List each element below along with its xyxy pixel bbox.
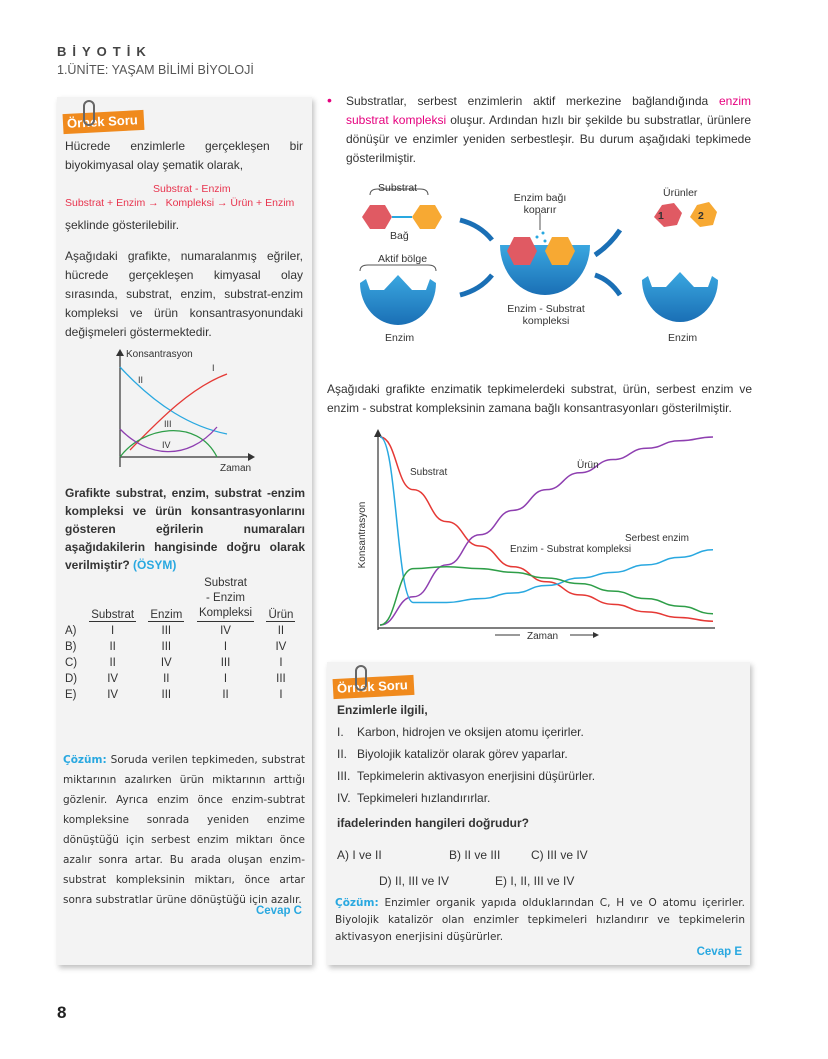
table-cell: III <box>161 689 172 701</box>
enzyme-shape-1 <box>360 275 436 325</box>
table-row[interactable] <box>61 687 301 703</box>
equation-right: → Ürün + Enzim <box>216 197 295 209</box>
curve-label-I: I <box>212 363 215 373</box>
explanation-post: oluşur. Ardından hızlı bir şekilde bu substratlar, ürünlere dönüşür ve enzimler yeniden serbestleşir. Bu durum aşağıdaki tepkimede gösterilmiştir. <box>346 113 751 165</box>
option-letter: B) <box>65 641 77 653</box>
label-product-2: 2 <box>698 210 704 222</box>
substrate-part-red <box>362 205 392 229</box>
curve-label-II: II <box>138 375 144 385</box>
unit-title: 1.ÜNİTE: YAŞAM BİLİMİ BİYOLOJİ <box>57 63 254 77</box>
table-cell: III <box>220 657 231 669</box>
equation-top: Substrat - Enzim <box>153 183 231 195</box>
col-enzim: Enzim <box>150 609 183 621</box>
equation-mid: Kompleksi <box>165 197 215 209</box>
table-cell: II <box>109 657 116 669</box>
question-stem: Enzimlerle ilgili, <box>337 703 428 717</box>
table-cell: II <box>222 689 229 701</box>
statement-text: Tepkimelerin aktivasyon enerjisini düşürürler. <box>357 769 596 783</box>
graph-intro-text: Aşağıdaki grafikte, numaralanmış eğriler, hücrede gerçekleşen kimyasal olay sırasında, substrat, enzim, substrat-enzim kompleksi ve ürün konsantrasyonundaki değişmeleri göstermektedir. <box>65 249 303 339</box>
option-a[interactable]: A) I ve II <box>337 848 382 862</box>
label-aktif-bolge: Aktif bölge <box>378 253 428 265</box>
label-substrat: Substrat <box>378 182 418 194</box>
solution-label: Çözüm: <box>63 754 107 766</box>
intro-text: Hücrede enzimlerle gerçekleşen bir biyokimyasal olay şematik olarak, <box>65 139 303 172</box>
table-cell: IV <box>220 625 231 637</box>
series-line-0 <box>380 437 713 621</box>
after-equation-text: şeklinde gösterilebilir. <box>65 218 180 232</box>
question-source: (ÖSYM) <box>133 558 177 572</box>
solution-2 <box>335 895 745 946</box>
question-text <box>65 484 305 574</box>
label-bag: Bağ <box>390 230 409 242</box>
option-b[interactable]: B) II ve III <box>449 848 501 862</box>
series-label-substrat: Substrat <box>410 467 448 478</box>
y-axis-label: Konsantrasyon <box>357 501 368 569</box>
table-row[interactable] <box>61 671 301 687</box>
answer-label: Cevap C <box>255 905 302 917</box>
equation-left: Substrat + Enzim → <box>65 197 159 209</box>
table-cell: I <box>111 625 115 637</box>
example-question-box-1 <box>57 97 312 965</box>
table-cell: IV <box>107 673 119 685</box>
table-cell: II <box>277 625 285 637</box>
arrow-icon <box>460 220 492 240</box>
series-line-3 <box>380 567 713 625</box>
example-question-box-2 <box>327 662 750 965</box>
statement-list <box>337 723 737 811</box>
table-cell: I <box>223 673 228 685</box>
curve-II <box>120 367 227 434</box>
col-urun: Ürün <box>268 609 294 621</box>
statement-text: Biyolojik katalizör olarak görev yaparlar. <box>357 747 568 761</box>
table-cell: I <box>223 641 228 653</box>
statement-item <box>337 767 737 786</box>
paperclip-icon <box>355 665 367 691</box>
statement-item <box>337 789 737 808</box>
table-cell: III <box>276 673 286 685</box>
enzyme-shape-2 <box>642 272 718 322</box>
label-urunler: Ürünler <box>663 187 698 199</box>
option-d[interactable]: D) II, III ve IV <box>379 874 450 888</box>
statement-number: II. <box>337 747 348 761</box>
bullet-icon: • <box>327 92 332 108</box>
question-stem: Grafikte substrat, enzim, substrat -enzim kompleksi ve ürün konsantrasyonlarını gösteren eğrilerin numaraları aşağıdakilerin hangisinde doğru olarak verilmiştir? <box>65 486 305 572</box>
arrow-icon <box>595 230 620 255</box>
option-letter: A) <box>65 625 77 637</box>
chart-intro: Aşağıdaki grafikte enzimatik tepkimelerdeki substrat, ürün, serbest enzim ve enzim - substrat kompleksinin zamana bağlı konsantrasyonları gösterilmiştir. <box>327 382 752 415</box>
solution-label: Çözüm: <box>335 897 379 909</box>
enzyme-explanation <box>346 92 751 168</box>
concentration-chart <box>355 425 725 650</box>
option-letter: E) <box>65 689 77 701</box>
table-cell: IV <box>275 641 287 653</box>
label-bag-koparir: Enzim bağı koparır <box>513 192 567 216</box>
x-axis-label: Zaman <box>527 631 559 642</box>
series-label-urun: Ürün <box>577 460 599 471</box>
table-row[interactable] <box>61 639 301 655</box>
series-line-1 <box>380 437 713 625</box>
small-graph-xlabel: Zaman <box>220 463 252 474</box>
solution-1 <box>63 750 305 910</box>
statement-number: I. <box>337 725 344 739</box>
answer-table <box>61 575 301 703</box>
substrate-part-orange <box>412 205 442 229</box>
solution-text: Enzimler organik yapıda olduklarından C, H ve O atomu içerirler. Biyolojik katalizör olan enzimler tepkimeleri hızlandırır ve tepkimelerin aktivasyon enerjisini düşürürler. <box>335 897 745 943</box>
example-tag: Örnek Soru <box>63 110 145 134</box>
table-cell: II <box>163 673 170 685</box>
statement-text: Karbon, hidrojen ve oksijen atomu içerirler. <box>357 725 584 739</box>
table-cell: I <box>279 689 283 701</box>
explanation-highlight: enzim substrat kompleksi <box>346 94 751 127</box>
book-brand: BİYOTİK <box>57 44 152 59</box>
table-row[interactable] <box>61 623 301 639</box>
table-cell: I <box>279 657 283 669</box>
label-enzim-1: Enzim <box>385 332 415 344</box>
solution-text: Soruda verilen tepkimeden, substrat miktarının azalırken ürün miktarının arttığı gözlenir. Ayrıca enzim önce enzim-subtrat kompleksine sonrada yeniden enzime dönüştüğü için serbest enzim miktarı önce azalır sonra artar. Bu arada oluşan enzim-substrat kompleksinin miktarı, önce artar sonra substratlar ürüne dönüştüğü için azalır. <box>63 754 306 906</box>
option-letter: D) <box>65 673 78 685</box>
col-complex-line1: Substrat <box>204 577 247 589</box>
statement-text: Tepkimeleri hızlandırırlar. <box>357 791 491 805</box>
paperclip-icon <box>83 100 95 126</box>
table-cell: III <box>161 625 172 637</box>
small-graph-ylabel: Konsantrasyon <box>126 349 193 360</box>
table-cell: III <box>161 641 172 653</box>
table-cell: IV <box>160 657 172 669</box>
series-label-complex: Enzim - Substrat kompleksi <box>510 544 632 555</box>
arrow-icon <box>595 275 620 295</box>
question-text: ifadelerinden hangileri doğrudur? <box>337 816 530 830</box>
label-complex: Enzim - Substrat kompleksi <box>507 303 585 327</box>
label-enzim-2: Enzim <box>668 332 698 344</box>
table-row[interactable] <box>61 655 301 671</box>
statement-number: IV. <box>337 791 351 805</box>
label-product-1: 1 <box>658 210 664 222</box>
table-cell: II <box>109 641 116 653</box>
small-graph <box>102 347 262 477</box>
option-e[interactable]: E) I, II, III ve IV <box>495 874 575 888</box>
answer-label: Cevap E <box>696 946 742 958</box>
option-c[interactable]: C) III ve IV <box>531 848 588 862</box>
series-label-serbest-enzim: Serbest enzim <box>625 533 689 544</box>
curve-I <box>130 374 227 450</box>
col-complex-line2: - Enzim <box>206 592 245 604</box>
explanation-pre: Substratlar, serbest enzimlerin aktif merkezine bağlandığında <box>346 94 719 108</box>
equation <box>65 197 294 209</box>
statement-item <box>337 745 737 764</box>
statement-item <box>337 723 737 742</box>
page-number: 8 <box>57 1003 67 1022</box>
col-complex-line3: Kompleksi <box>197 606 254 622</box>
arrow-icon <box>460 275 492 295</box>
col-substrat: Substrat <box>91 609 135 621</box>
table-cell: IV <box>107 689 119 701</box>
option-letter: C) <box>65 657 78 669</box>
statement-number: III. <box>337 769 351 783</box>
curve-label-III: III <box>164 419 172 429</box>
example-tag: Örnek Soru <box>333 675 415 699</box>
curve-label-IV: IV <box>162 440 171 450</box>
